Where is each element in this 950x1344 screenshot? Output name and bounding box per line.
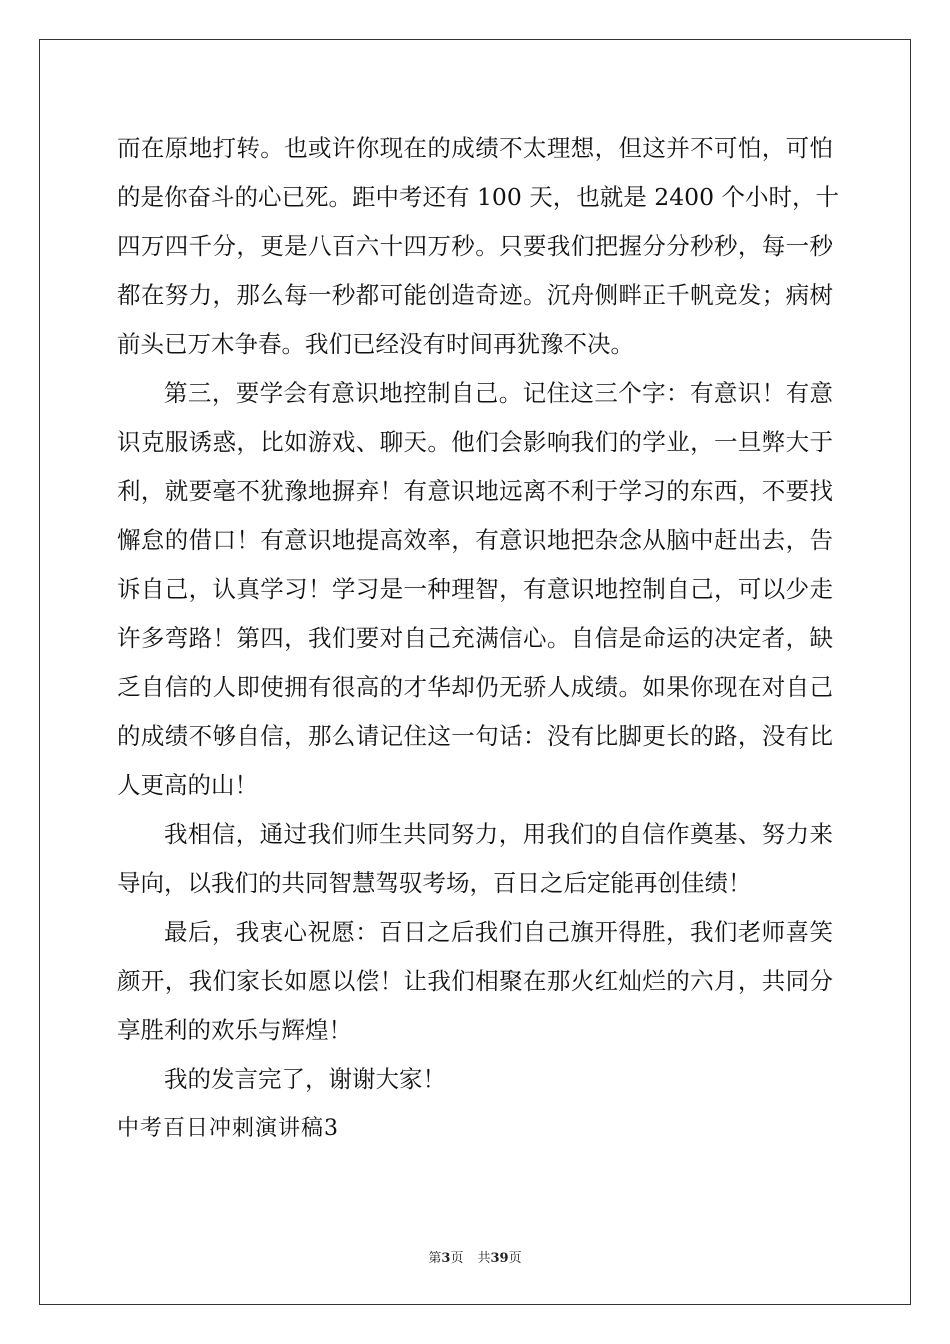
text-line: 诉自己，认真学习！学习是一种理智，有意识地控制自己，可以少走 bbox=[117, 575, 833, 603]
text-line: 我相信，通过我们师生共同努力，用我们的自信作奠基、努力来 bbox=[164, 820, 833, 848]
total-suffix: 页 bbox=[508, 1251, 522, 1266]
document-body bbox=[117, 124, 840, 1153]
text-line: 我的发言完了，谢谢大家！ bbox=[164, 1065, 446, 1093]
text-line: 颜开，我们家长如愿以偿！让我们相聚在那火红灿烂的六月，共同分 bbox=[117, 967, 833, 995]
text-line: 第三，要学会有意识地控制自己。记住这三个字：有意识！有意 bbox=[164, 379, 833, 407]
total-prefix: 共 bbox=[477, 1251, 491, 1266]
text-line: 导向，以我们的共同智慧驾驭考场，百日之后定能再创佳绩！ bbox=[117, 869, 752, 897]
text-line: 人更高的山！ bbox=[117, 771, 258, 799]
text-line: 懈怠的借口！有意识地提高效率，有意识地把杂念从脑中赶出去，告 bbox=[117, 526, 833, 554]
paragraph bbox=[117, 810, 833, 908]
paragraph bbox=[117, 369, 833, 810]
text-line: 的是你奋斗的心已死。距中考还有 100 天，也就是 2400 个小时，十 bbox=[117, 183, 840, 211]
text-line: 前头已万木争春。我们已经没有时间再犹豫不决。 bbox=[117, 330, 634, 358]
text-line: 许多弯路！第四，我们要对自己充满信心。自信是命运的决定者，缺 bbox=[117, 624, 833, 652]
text-line: 识克服诱惑，比如游戏、聊天。他们会影响我们的学业，一旦弊大于 bbox=[117, 428, 833, 456]
page-suffix: 页 bbox=[450, 1251, 464, 1266]
text-line: 都在努力，那么每一秒都可能创造奇迹。沉舟侧畔正千帆竞发；病树 bbox=[117, 281, 833, 309]
text-line: 乏自信的人即使拥有很高的才华却仍无骄人成绩。如果你现在对自己 bbox=[117, 673, 833, 701]
text-line: 利，就要毫不犹豫地摒弃！有意识地远离不利于学习的东西，不要找 bbox=[117, 477, 833, 505]
page-number: 3 bbox=[441, 1251, 451, 1266]
paragraph bbox=[117, 1055, 833, 1104]
text-line: 的成绩不够自信，那么请记住这一句话：没有比脚更长的路，没有比 bbox=[117, 722, 833, 750]
paragraph bbox=[117, 124, 840, 369]
total-pages: 39 bbox=[490, 1251, 509, 1266]
page-prefix: 第 bbox=[428, 1251, 442, 1266]
section-heading: 中考百日冲刺演讲稿3 bbox=[117, 1116, 339, 1141]
page-footer bbox=[0, 1247, 950, 1266]
text-line: 最后，我衷心祝愿：百日之后我们自己旗开得胜，我们老师喜笑 bbox=[164, 918, 833, 946]
text-line: 享胜利的欢乐与辉煌！ bbox=[117, 1016, 352, 1044]
text-line: 而在原地打转。也或许你现在的成绩不太理想，但这并不可怕，可怕 bbox=[117, 134, 833, 162]
paragraph bbox=[117, 908, 833, 1055]
text-line: 四万四千分，更是八百六十四万秒。只要我们把握分分秒秒，每一秒 bbox=[117, 232, 833, 260]
